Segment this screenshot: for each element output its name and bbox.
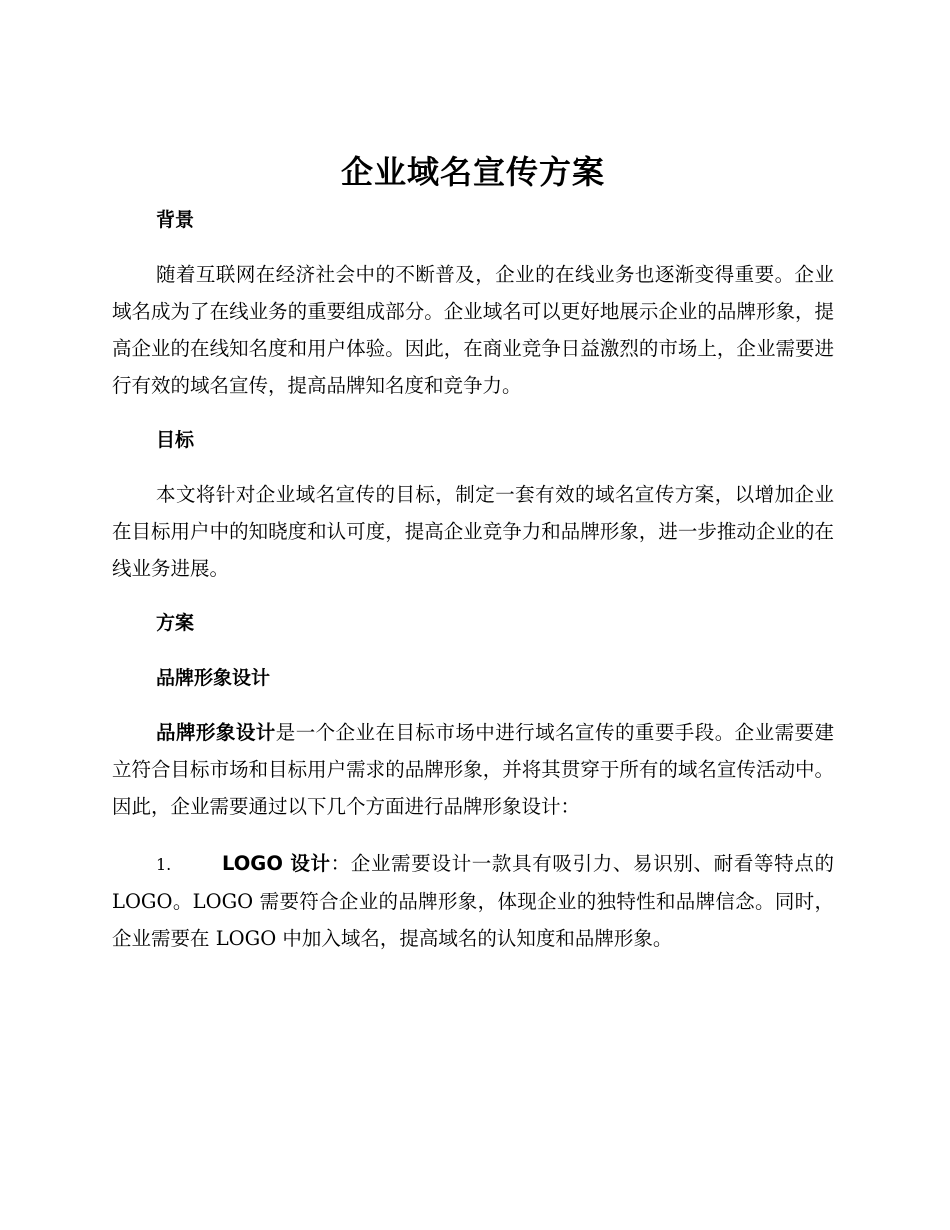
list-item-logo-design (112, 845, 834, 957)
paragraph-brand-design-text: 是一个企业在目标市场中进行域名宣传的重要手段。企业需要建立符合目标市场和目标用户需求的品牌形象，并将其贯穿于所有的域名宣传活动中。因此，企业需要通过以下几个方面进行品牌形象设计： (112, 721, 834, 818)
paragraph-brand-design-lead: 品牌形象设计 (156, 721, 276, 744)
paragraph-goal: 本文将针对企业域名宣传的目标，制定一套有效的域名宣传方案，以增加企业在目标用户中的知晓度和认可度，提高企业竞争力和品牌形象，进一步推动企业的在线业务进展。 (112, 483, 834, 580)
paragraph-background: 随着互联网在经济社会中的不断普及，企业的在线业务也逐渐变得重要。企业域名成为了在线业务的重要组成部分。企业域名可以更好地展示企业的品牌形象，提高企业的在线知名度和用户体验。因此，在商业竞争日益激烈的市场上，企业需要进行有效的域名宣传，提高品牌知名度和竞争力。 (112, 263, 834, 397)
list-item-lead: LOGO 设计 (222, 852, 331, 875)
section-heading-background: 背景 (156, 209, 195, 231)
section-heading-plan: 方案 (156, 612, 195, 634)
list-item-text: ：企业需要设计一款具有吸引力、易识别、耐看等特点的 LOGO。LOGO 需要符合企业的品牌形象，体现企业的独特性和品牌信念。同时，企业需要在 LOGO 中加入域名，提高域名的认知度和品牌形象。 (112, 852, 834, 950)
paragraph-brand-design (112, 714, 834, 825)
document-content (112, 150, 834, 957)
section-heading-goal: 目标 (156, 429, 195, 451)
section-heading-brand-design: 品牌形象设计 (156, 667, 271, 689)
document-title: 企业域名宣传方案 (340, 153, 605, 191)
list-item-number: 1. (156, 855, 172, 874)
